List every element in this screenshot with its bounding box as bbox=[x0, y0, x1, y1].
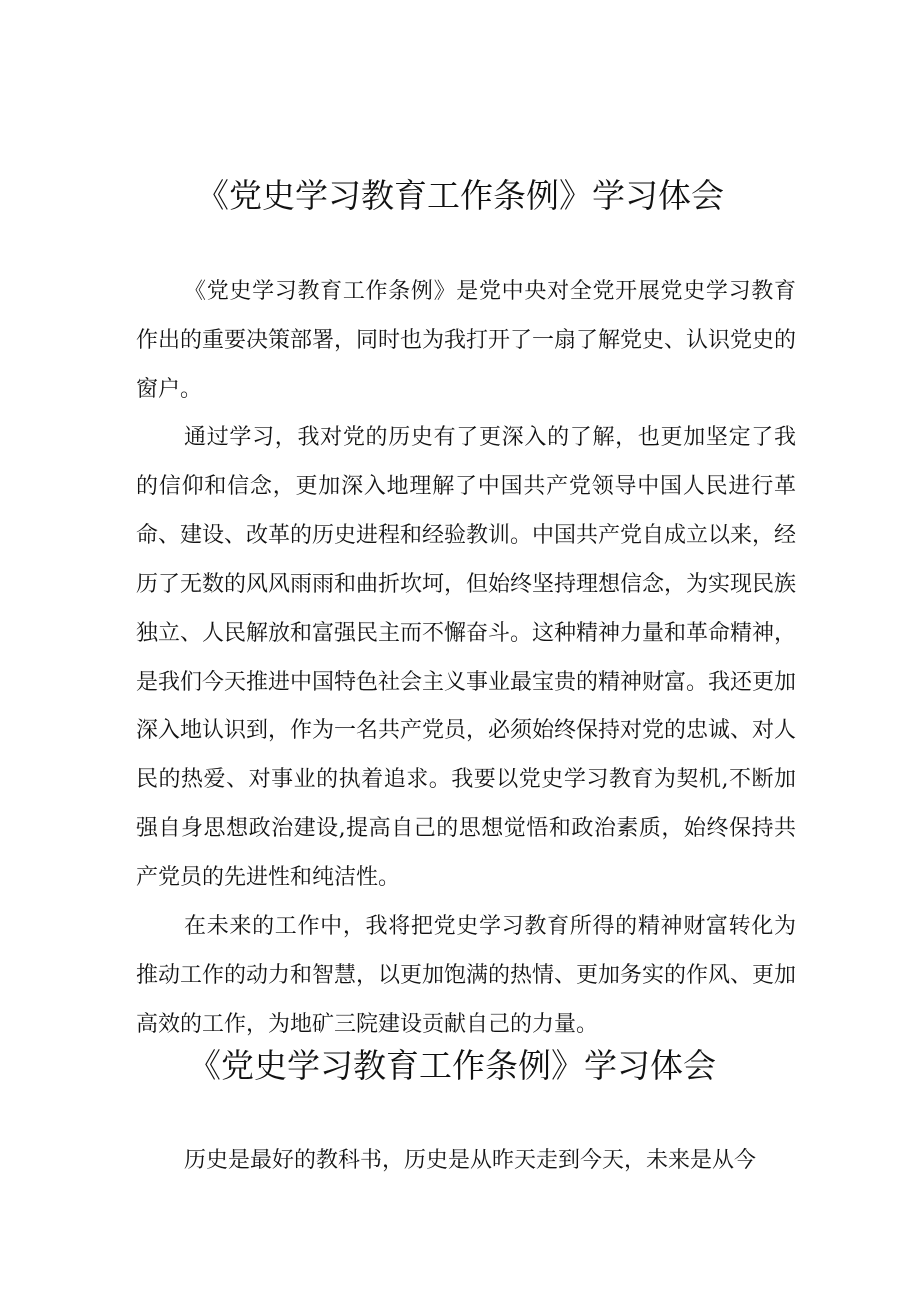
section-title: 《党史学习教育工作条例》学习体会 bbox=[188, 1046, 716, 1085]
body-paragraph: 《党史学习教育工作条例》是党中央对全党开展党史学习教育作出的重要决策部署，同时也为我打开了一扇了解党史、认识党史的窗户。 bbox=[136, 279, 797, 402]
section-title: 《党史学习教育工作条例》学习体会 bbox=[196, 176, 724, 215]
body-paragraph: 在未来的工作中，我将把党史学习教育所得的精神财富转化为推动工作的动力和智慧，以更加饱满的热情、更加务实的作风、更加高效的工作，为地矿三院建设贡献自己的力量。 bbox=[136, 914, 797, 1037]
body-paragraph: 通过学习，我对党的历史有了更深入的了解，也更加坚定了我的信仰和信念，更加深入地理解了中国共产党领导中国人民进行革命、建设、改革的历史进程和经验教训。中国共产党自成立以来，经历了无数的风风雨雨和曲折坎坷，但始终坚持理想信念，为实现民族独立、人民解放和富强民主而不懈奋斗。这种精神力量和革命精神，是我们今天推进中国特色社会主义事业最宝贵的精神财富。我还更加深入地认识到，作为一名共产党员，必须始终保持对党的忠诚、对人民的热爱、对事业的执着追求。我要以党史学习教育为契机,不断加强自身思想政治建设,提高自己的思想觉悟和政治素质，始终保持共产党员的先进性和纯洁性。 bbox=[136, 425, 797, 891]
body-paragraph: 历史是最好的教科书，历史是从昨天走到今天，未来是从今 bbox=[184, 1148, 757, 1173]
